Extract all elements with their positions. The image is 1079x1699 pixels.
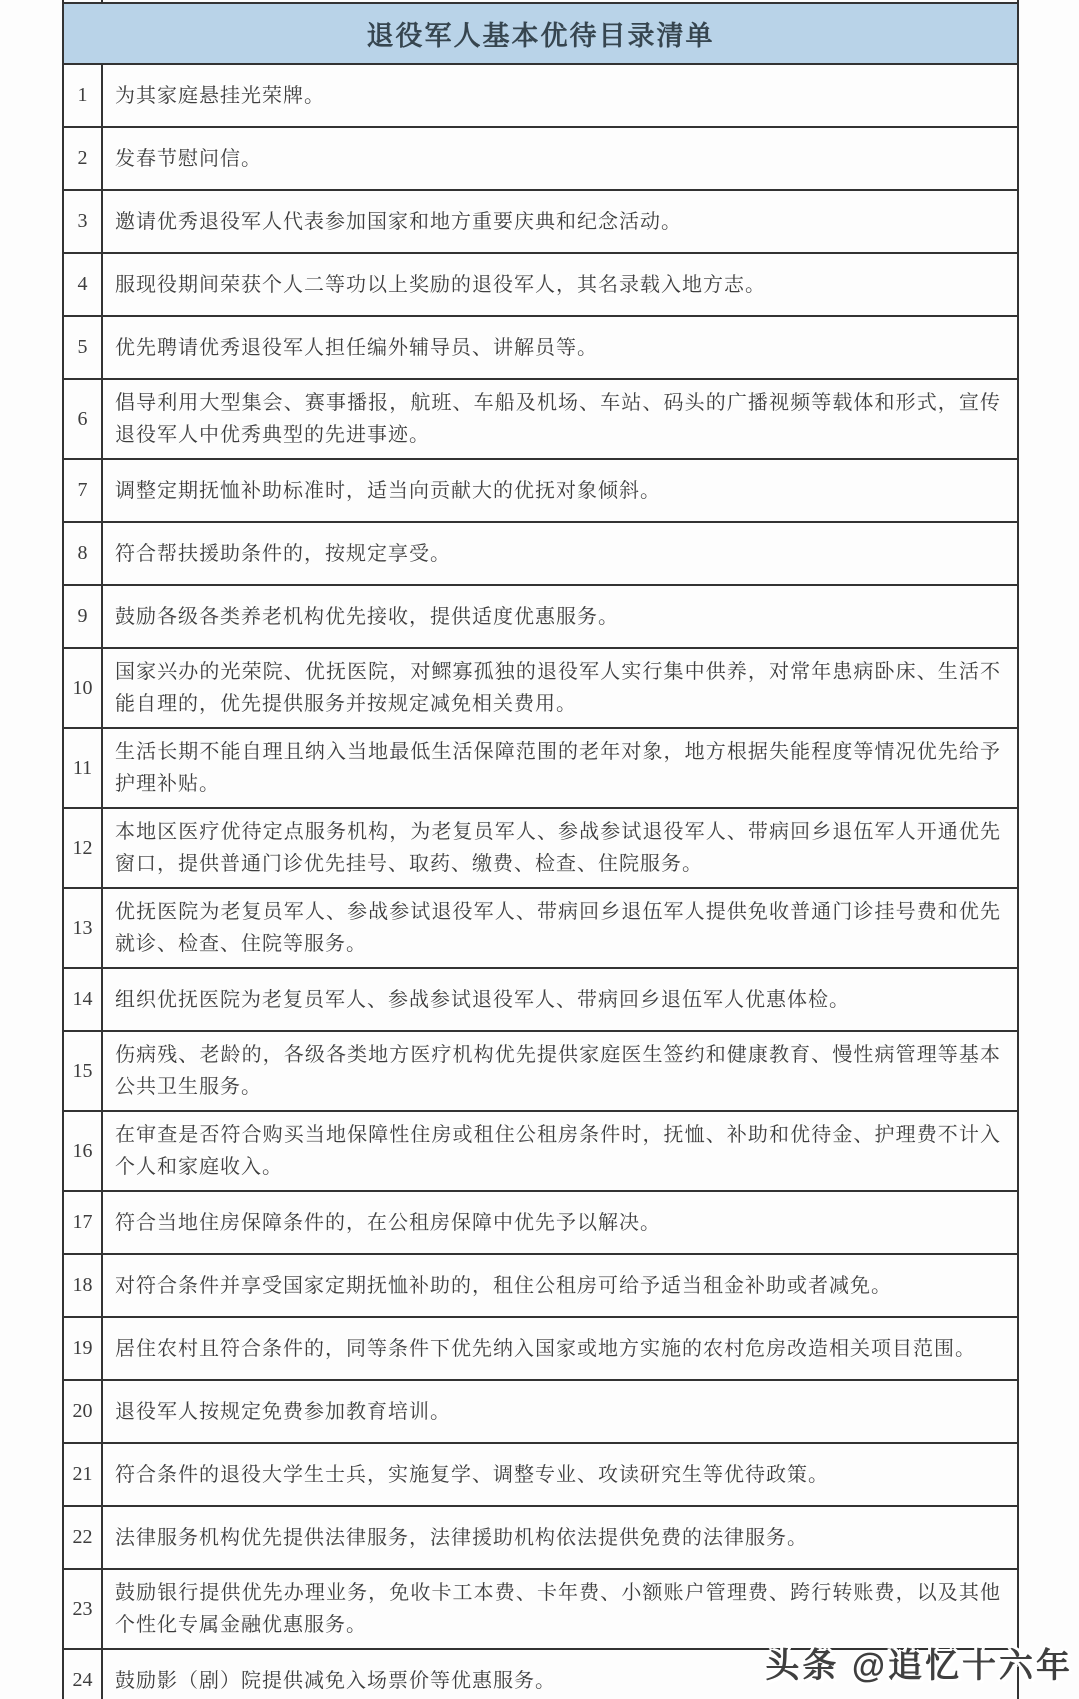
row-text-cell bbox=[103, 1192, 1017, 1253]
row-text-cell bbox=[103, 1032, 1017, 1110]
row-text-cell bbox=[103, 460, 1017, 521]
row-text-cell bbox=[103, 254, 1017, 315]
watermark: 头条 @追忆十六年 bbox=[765, 1647, 1073, 1685]
row-text-cell bbox=[103, 1112, 1017, 1190]
row-text-cell bbox=[103, 65, 1017, 126]
row-number: 12 bbox=[64, 809, 103, 887]
table-row bbox=[64, 1444, 1017, 1507]
row-text: 国家兴办的光荣院、优抚医院，对鳏寡孤独的退役军人实行集中供养，对常年患病卧床、生活不能自理的，优先提供服务并按规定减免相关费用。 bbox=[115, 661, 1001, 715]
row-text-cell bbox=[103, 809, 1017, 887]
row-text-cell bbox=[103, 128, 1017, 189]
row-text: 符合帮扶援助条件的，按规定享受。 bbox=[115, 542, 451, 565]
table-row bbox=[64, 889, 1017, 969]
table-row bbox=[64, 729, 1017, 809]
row-text-cell bbox=[103, 889, 1017, 967]
table-row bbox=[64, 649, 1017, 729]
clipped-row-text-cell bbox=[103, 0, 1017, 14]
table-body bbox=[64, 65, 1017, 1699]
row-number: 8 bbox=[64, 523, 103, 584]
row-text-cell bbox=[103, 523, 1017, 584]
table-row bbox=[64, 317, 1017, 380]
table-row bbox=[64, 1507, 1017, 1570]
row-text-cell bbox=[103, 1507, 1017, 1568]
row-text: 在审查是否符合购买当地保障性住房或租住公租房条件时，抚恤、补助和优待金、护理费不计入个人和家庭收入。 bbox=[115, 1124, 1001, 1178]
row-number: 15 bbox=[64, 1032, 103, 1110]
row-text: 法律服务机构优先提供法律服务，法律援助机构依法提供免费的法律服务。 bbox=[115, 1526, 808, 1549]
table-row bbox=[64, 586, 1017, 649]
row-text: 鼓励各级各类养老机构优先接收，提供适度优惠服务。 bbox=[115, 605, 619, 628]
row-text: 鼓励影（剧）院提供减免入场票价等优惠服务。 bbox=[115, 1669, 556, 1692]
row-text: 退役军人按规定免费参加教育培训。 bbox=[115, 1400, 451, 1423]
row-text-cell bbox=[103, 1381, 1017, 1442]
row-number: 11 bbox=[64, 729, 103, 807]
row-text: 发春节慰问信。 bbox=[115, 147, 262, 170]
table-row bbox=[64, 1192, 1017, 1255]
row-number: 5 bbox=[64, 317, 103, 378]
row-text: 居住农村且符合条件的，同等条件下优先纳入国家或地方实施的农村危房改造相关项目范围。 bbox=[115, 1337, 976, 1360]
row-text: 对符合条件并享受国家定期抚恤补助的，租住公租房可给予适当租金补助或者减免。 bbox=[115, 1274, 892, 1297]
table-row bbox=[64, 128, 1017, 191]
table-row bbox=[64, 523, 1017, 586]
row-number: 10 bbox=[64, 649, 103, 727]
row-text-cell bbox=[103, 729, 1017, 807]
row-text-cell bbox=[103, 191, 1017, 252]
row-number: 21 bbox=[64, 1444, 103, 1505]
row-text: 为其家庭悬挂光荣牌。 bbox=[115, 84, 325, 107]
row-text-cell bbox=[103, 380, 1017, 458]
row-number: 1 bbox=[64, 65, 103, 126]
row-text: 优先聘请优秀退役军人担任编外辅导员、讲解员等。 bbox=[115, 336, 598, 359]
row-number: 19 bbox=[64, 1318, 103, 1379]
row-text: 符合条件的退役大学生士兵，实施复学、调整专业、攻读研究生等优待政策。 bbox=[115, 1463, 829, 1486]
row-text: 生活长期不能自理且纳入当地最低生活保障范围的老年对象，地方根据失能程度等情况优先给予护理补贴。 bbox=[115, 741, 1001, 795]
row-text: 调整定期抚恤补助标准时，适当向贡献大的优抚对象倾斜。 bbox=[115, 479, 661, 502]
row-text-cell bbox=[103, 1255, 1017, 1316]
row-text: 组织优抚医院为老复员军人、参战参试退役军人、带病回乡退伍军人优惠体检。 bbox=[115, 988, 850, 1011]
table-row bbox=[64, 1112, 1017, 1192]
row-text-cell bbox=[103, 649, 1017, 727]
row-number: 14 bbox=[64, 969, 103, 1030]
row-text-cell bbox=[103, 317, 1017, 378]
row-number: 22 bbox=[64, 1507, 103, 1568]
benefits-table bbox=[62, 0, 1019, 1699]
table-row bbox=[64, 809, 1017, 889]
row-number: 7 bbox=[64, 460, 103, 521]
row-number: 17 bbox=[64, 1192, 103, 1253]
table-row bbox=[64, 254, 1017, 317]
table-row bbox=[64, 65, 1017, 128]
table-row bbox=[64, 380, 1017, 460]
row-text-cell bbox=[103, 969, 1017, 1030]
row-text: 优抚医院为老复员军人、参战参试退役军人、带病回乡退伍军人提供免收普通门诊挂号费和优先就诊、检查、住院等服务。 bbox=[115, 901, 1001, 955]
row-text: 符合当地住房保障条件的，在公租房保障中优先予以解决。 bbox=[115, 1211, 661, 1234]
row-text: 伤病残、老龄的，各级各类地方医疗机构优先提供家庭医生签约和健康教育、慢性病管理等基本公共卫生服务。 bbox=[115, 1044, 1001, 1098]
table-row bbox=[64, 1032, 1017, 1112]
row-number: 4 bbox=[64, 254, 103, 315]
page-title: 退役军人基本优待目录清单 bbox=[366, 21, 715, 51]
clipped-row bbox=[64, 0, 1017, 4]
row-number: 18 bbox=[64, 1255, 103, 1316]
row-text: 服现役期间荣获个人二等功以上奖励的退役军人，其名录载入地方志。 bbox=[115, 273, 766, 296]
row-number: 23 bbox=[64, 1570, 103, 1648]
row-text-cell bbox=[103, 1570, 1017, 1648]
row-text: 倡导利用大型集会、赛事播报，航班、车船及机场、车站、码头的广播视频等载体和形式，宣传退役军人中优秀典型的先进事迹。 bbox=[115, 392, 1001, 446]
row-number: 6 bbox=[64, 380, 103, 458]
row-text-cell bbox=[103, 586, 1017, 647]
row-number: 3 bbox=[64, 191, 103, 252]
table-row bbox=[64, 969, 1017, 1032]
row-text-cell bbox=[103, 1318, 1017, 1379]
row-number: 2 bbox=[64, 128, 103, 189]
row-number: 16 bbox=[64, 1112, 103, 1190]
row-text: 邀请优秀退役军人代表参加国家和地方重要庆典和纪念活动。 bbox=[115, 210, 682, 233]
table-row bbox=[64, 1318, 1017, 1381]
row-number: 24 bbox=[64, 1650, 103, 1699]
table-row bbox=[64, 1381, 1017, 1444]
row-text: 本地区医疗优待定点服务机构，为老复员军人、参战参试退役军人、带病回乡退伍军人开通优先窗口，提供普通门诊优先挂号、取药、缴费、检查、住院服务。 bbox=[115, 821, 1001, 875]
row-text-cell bbox=[103, 1444, 1017, 1505]
table-row bbox=[64, 191, 1017, 254]
table-row bbox=[64, 460, 1017, 523]
row-number: 9 bbox=[64, 586, 103, 647]
clipped-row-number-cell bbox=[64, 0, 103, 2]
row-number: 13 bbox=[64, 889, 103, 967]
row-number: 20 bbox=[64, 1381, 103, 1442]
row-text: 鼓励银行提供优先办理业务，免收卡工本费、卡年费、小额账户管理费、跨行转账费，以及其他个性化专属金融优惠服务。 bbox=[115, 1582, 1001, 1636]
table-row bbox=[64, 1255, 1017, 1318]
